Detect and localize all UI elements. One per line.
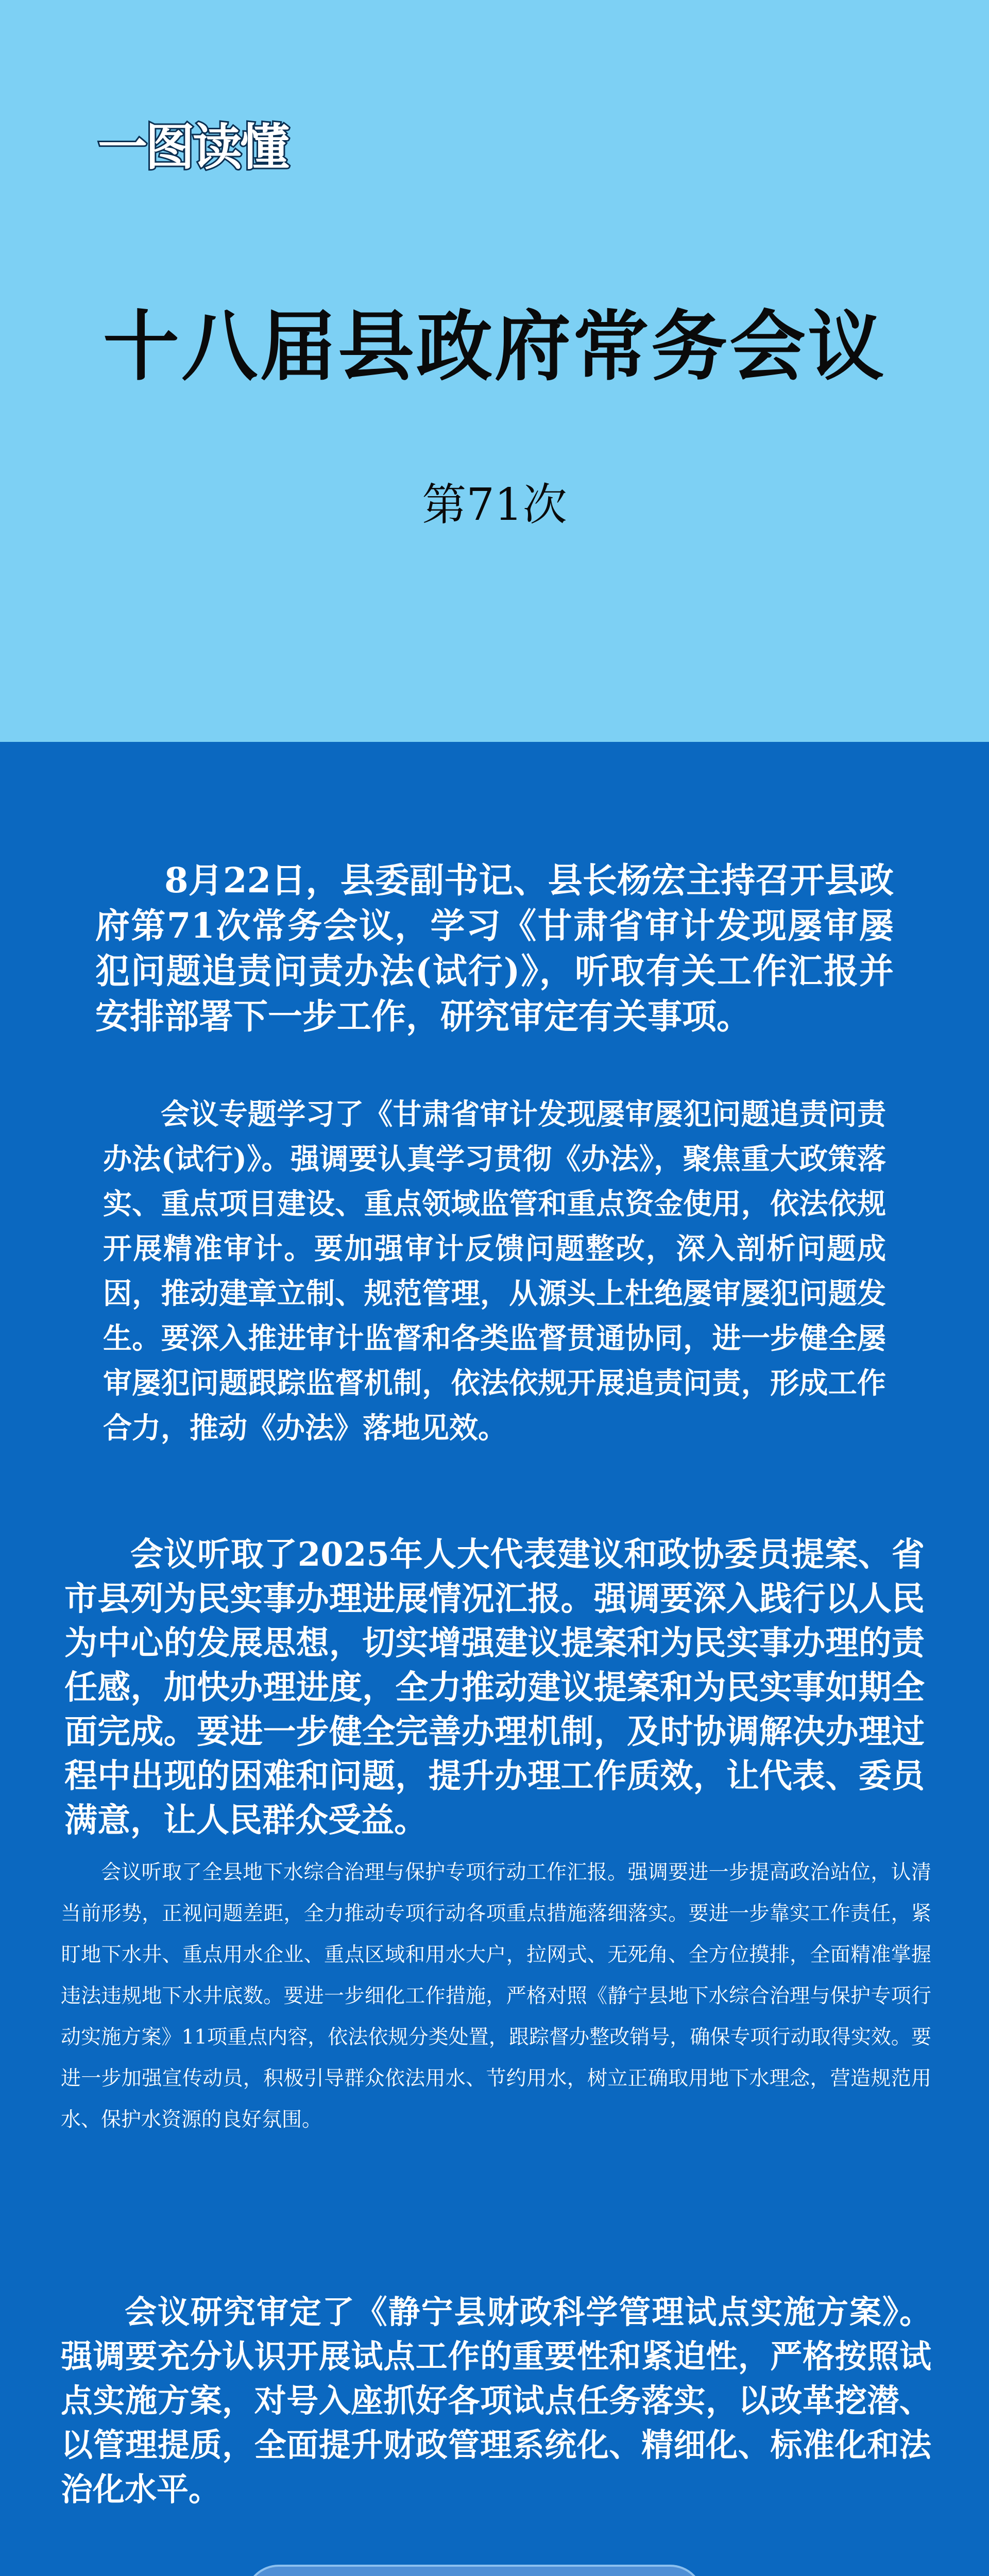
groundwater-paragraph: 会议听取了全县地下水综合治理与保护专项行动工作汇报。强调要进一步提高政治站位，认清当前形势，正视问题差距，全力推动专项行动各项重点措施落细落实。要进一步靠实工作责任，紧盯地下水井、重点用水企业、重点区域和用水大户，拉网式、无死角、全方位摸排，全面精准掌握违法违规地下水井底数。要进一步细化工作措施，严格对照《静宁县地下水综合治理与保护专项行动实施方案》11项重点内容，依法依规分类处置，跟踪督办整改销号，确保专项行动取得实效。要进一步加强宣传动员，积极引导群众依法用水、节约用水，树立正确取用地下水理念，营造规范用水、保护水资源的良好氛围。 bbox=[61, 1861, 931, 2131]
proposals-paragraph: 会议听取了2025年人大代表建议和政协委员提案、省市县列为民实事办理进展情况汇报。强调要深入践行以人民为中心的发展思想，切实增强建议提案和为民实事办理的责任感，加快办理进度，全力推动建议提案和为民实事如期全面完成。要进一步健全完善办理机制，及时协调解决办理过程中出现的困难和问题，提升办理工作质效，让代表、委员满意，让人民群众受益。 bbox=[64, 1535, 925, 1840]
audit-paragraph: 会议专题学习了《甘肃省审计发现屡审屡犯问题追责问责办法(试行)》。强调要认真学习贯彻《办法》，聚焦重大政策落实、重点项目建设、重点领域监管和重点资金使用，依法依规开展精准审计。要加强审计反馈问题整改，深入剖析问题成因，推动建章立制、规范管理，从源头上杜绝屡审屡犯问题发生。要深入推进审计监督和各类监督贯通协同，进一步健全屡审屡犯问题跟踪监督机制，依法依规开展追责问责，形成工作合力，推动《办法》落地见效。 bbox=[103, 1097, 886, 1445]
finance-paragraph: 会议研究审定了《静宁县财政科学管理试点实施方案》。强调要充分认识开展试点工作的重要性和紧迫性，严格按照试点实施方案，对号入座抓好各项试点任务落实，以改革挖潜、以管理提质，全面提升财政管理系统化、精细化、标准化和法治化水平。 bbox=[61, 2293, 931, 2508]
header-banner bbox=[0, 0, 989, 742]
other-matters-button[interactable] bbox=[245, 2565, 704, 2576]
page-title: 十八届县政府常务会议 bbox=[103, 301, 886, 391]
intro-paragraph: 8月22日，县委副书记、县长杨宏主持召开县政府第71次常务会议，学习《甘肃省审计发现屡审屡犯问题追责问责办法(试行)》，听取有关工作汇报并安排部署下一步工作，研究审定有关事项。 bbox=[95, 860, 894, 1037]
meeting-number: 第71次 bbox=[422, 479, 567, 531]
content-area bbox=[0, 742, 989, 2576]
logo-text: 一图读懂 bbox=[98, 118, 287, 176]
